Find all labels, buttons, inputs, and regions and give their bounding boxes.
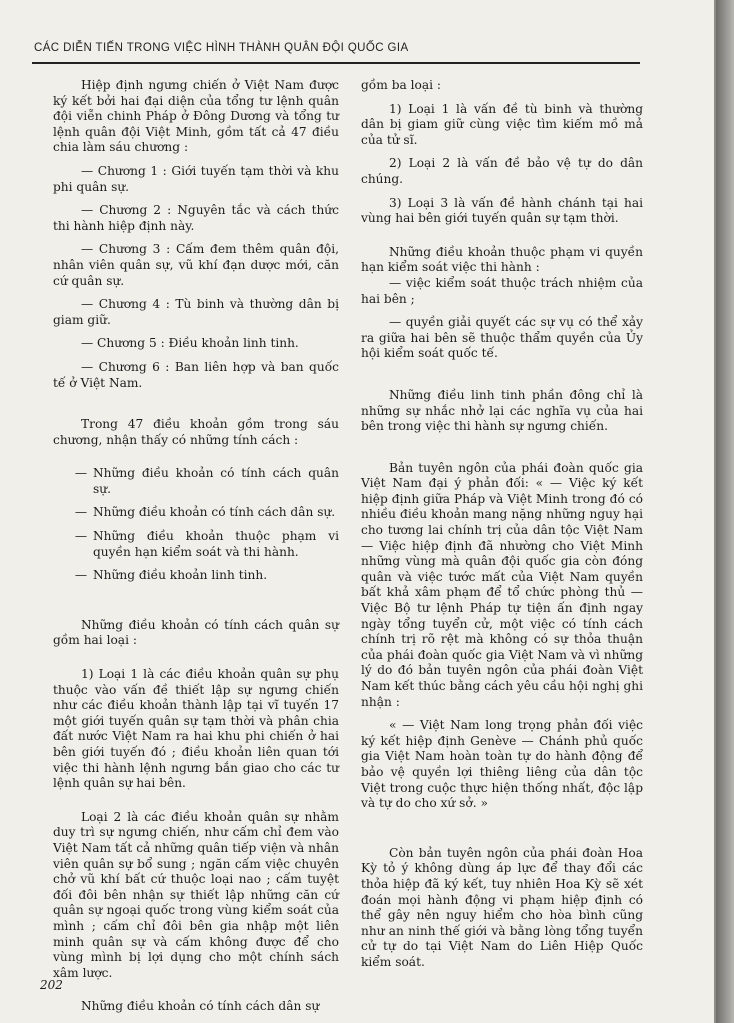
civil-continuation: gồm ba loại : <box>361 78 442 92</box>
trait-item <box>53 568 339 584</box>
chapter-3: — Chương 3 : Cấm đem thêm quân đội, nhân viên quân sự, vũ khí đạn dược mới, căn cứ quân sự. <box>53 242 339 288</box>
page-number: 202 <box>40 978 63 992</box>
chapter-1: — Chương 1 : Giới tuyến tạm thời và khu phi quân sự. <box>53 163 339 194</box>
usa-declaration: Còn bản tuyên ngôn của phái đoàn Hoa Kỳ tỏ ý không dùng áp lực để thay đổi các thỏa hiệp đã ký kết, tuy nhiên Hoa Kỳ sẽ xét đoán mọi hành động vi phạm hiệp định có thể gây nên nguy hiểm cho hòa bình cũng như an ninh thế giới và bằng lòng tổng tuyển cử tự do tại Việt Nam do Liên Hiệp Quốc kiểm soát. <box>361 845 643 969</box>
civil-type-1: 1) Loại 1 là vấn đề tù binh và thường dân bị giam giữ cùng việc tìm kiếm mồ mả của tử sĩ. <box>361 101 643 147</box>
military-intro: Những điều khoản có tính cách quân sự gồm hai loại : <box>53 617 339 648</box>
summary-paragraph: Trong 47 điều khoản gồm trong sáu chương, nhận thấy có những tính cách : <box>53 417 339 447</box>
control-intro: Những điều khoản thuộc phạm vi quyền hạn kiểm soát việc thi hành : <box>361 244 643 275</box>
military-type-2: Loại 2 là các điều khoản quân sự nhằm duy trì sự ngưng chiến, như cấm chỉ đem vào Việt Nam tất cả những quân tiếp viện và nhân viên quân sự bổ sung ; ngăn cấm việc chuyên chở vũ khí bất cứ thuộc loại nao ; cấm tuyệt đối đôi bên nhận sự thiết lập những căn cứ quân sự ngoại quốc trong vùng kiểm soát của mình ; cấm chỉ đôi bên gia nhập một liên minh quân sự và cấm không được để cho vùng mình bị lợi dụng cho một chính sách xâm lược. <box>53 809 339 980</box>
trait-item <box>53 529 339 560</box>
running-title: CÁC DIỄN TIẾN TRONG VIỆC HÌNH THÀNH QUÂN ĐỘI QUỐC GIA <box>34 42 409 54</box>
civil-type-2: 2) Loại 2 là vấn đề bảo vệ tự do dân chúng. <box>361 156 643 186</box>
right-column <box>361 78 643 971</box>
trait-text: Những điều khoản thuộc phạm vi quyền hạn kiểm soát và thi hành. <box>93 529 339 559</box>
header-rule <box>32 62 640 64</box>
control-item-1: — việc kiểm soát thuộc trách nhiệm của hai bên ; <box>361 275 643 306</box>
trait-text: Những điều khoản có tính cách dân sự. <box>93 505 336 520</box>
trait-text: Những điều khoản linh tinh. <box>93 568 268 583</box>
dash-marker: — <box>74 505 87 520</box>
intro-paragraph: Hiệp định ngưng chiến ở Việt Nam được ký kết bởi hai đại diện của tổng tư lệnh quân đội viễn chinh Pháp ở Đông Dương và tổng tư lệnh quân đội Việt Minh, gồm tất cả 47 điều chia làm sáu chương : <box>53 78 339 155</box>
misc-paragraph: Những điều linh tinh phần đông chỉ là những sự nhắc nhở lại các nghĩa vụ của hai bên trong việc thi hành sự ngưng chiến. <box>361 387 643 434</box>
dash-marker: — <box>74 529 87 544</box>
page-edge-shadow <box>716 0 734 1023</box>
chapter-6: — Chương 6 : Ban liên hợp và ban quốc tế ở Việt Nam. <box>53 359 339 390</box>
civil-type-3: 3) Loại 3 là vấn đề hành chánh tại hai vùng hai bên giới tuyến quân sự tạm thời. <box>361 195 643 226</box>
chapter-4: — Chương 4 : Tù binh và thường dân bị giam giữ. <box>53 297 339 327</box>
trait-item <box>53 466 339 497</box>
chapter-2: — Chương 2 : Nguyên tắc và cách thức thi hành hiệp định này. <box>53 203 339 233</box>
trait-text: Những điều khoản có tính cách quân sự. <box>93 466 339 496</box>
chapter-5: — Chương 5 : Điều khoản linh tinh. <box>81 336 299 351</box>
vietnam-protest: Bản tuyên ngôn của phái đoàn quốc gia Việt Nam đại ý phản đối: « — Việc ký kết hiệp định giữa Pháp và Việt Minh trong đó có nhiều điều khoản mang nặng những nguy hại cho tương lai chính trị của dân tộc Việt Nam — Việc hiệp định đã nhường cho Việt Minh những vùng mà quân đội quốc gia còn đóng quân và việc tước mất của Việt Nam quyền bất khả xâm phạm để tổ chức phòng thủ — Việc Bộ tư lệnh Pháp tự tiện ấn định ngay ngày tổng tuyển cử, một việc có tính cách chính trị rõ rệt mà không có sự thỏa thuận của phái đoàn quốc gia Việt Nam và vì những lý do đó bản tuyên ngôn của phái đoàn Việt Nam kết thúc bằng cách yêu cầu hội nghị ghi nhận : <box>361 460 643 709</box>
dash-marker: — <box>74 568 87 583</box>
military-type-1: 1) Loại 1 là các điều khoản quân sự phụ thuộc vào vấn đề thiết lập sự ngưng chiến như các điều khoản thành lập tại vĩ tuyến 17 một giới tuyến quân sự tạm thời và phân chia đất nước Việt Nam ra hai khu phi chiến ở hai bên giới tuyến đó ; điều khoản liên quan tới việc thi hành lệnh ngưng bắn giao cho các tư lệnh quân sự hai bên. <box>53 667 339 791</box>
dash-marker: — <box>74 466 87 481</box>
trait-item <box>53 505 339 521</box>
left-column <box>53 78 339 1015</box>
civil-intro: Những điều khoản có tính cách dân sự <box>81 999 320 1014</box>
control-item-2: — quyền giải quyết các sự vụ có thể xảy ra giữa hai bên sẽ thuộc thẩm quyền của Ủy hội kiểm soát quốc tế. <box>361 315 643 361</box>
vietnam-protest-quote: « — Việt Nam long trọng phản đối việc ký kết hiệp định Genève — Chánh phủ quốc gia Việt Nam hoàn toàn tự do hành động để bảo vệ quyền lợi thiêng liêng của dân tộc Việt trong cuộc thực hiện thống nhất, độc lập và tự do cho xứ sở. » <box>361 718 643 811</box>
